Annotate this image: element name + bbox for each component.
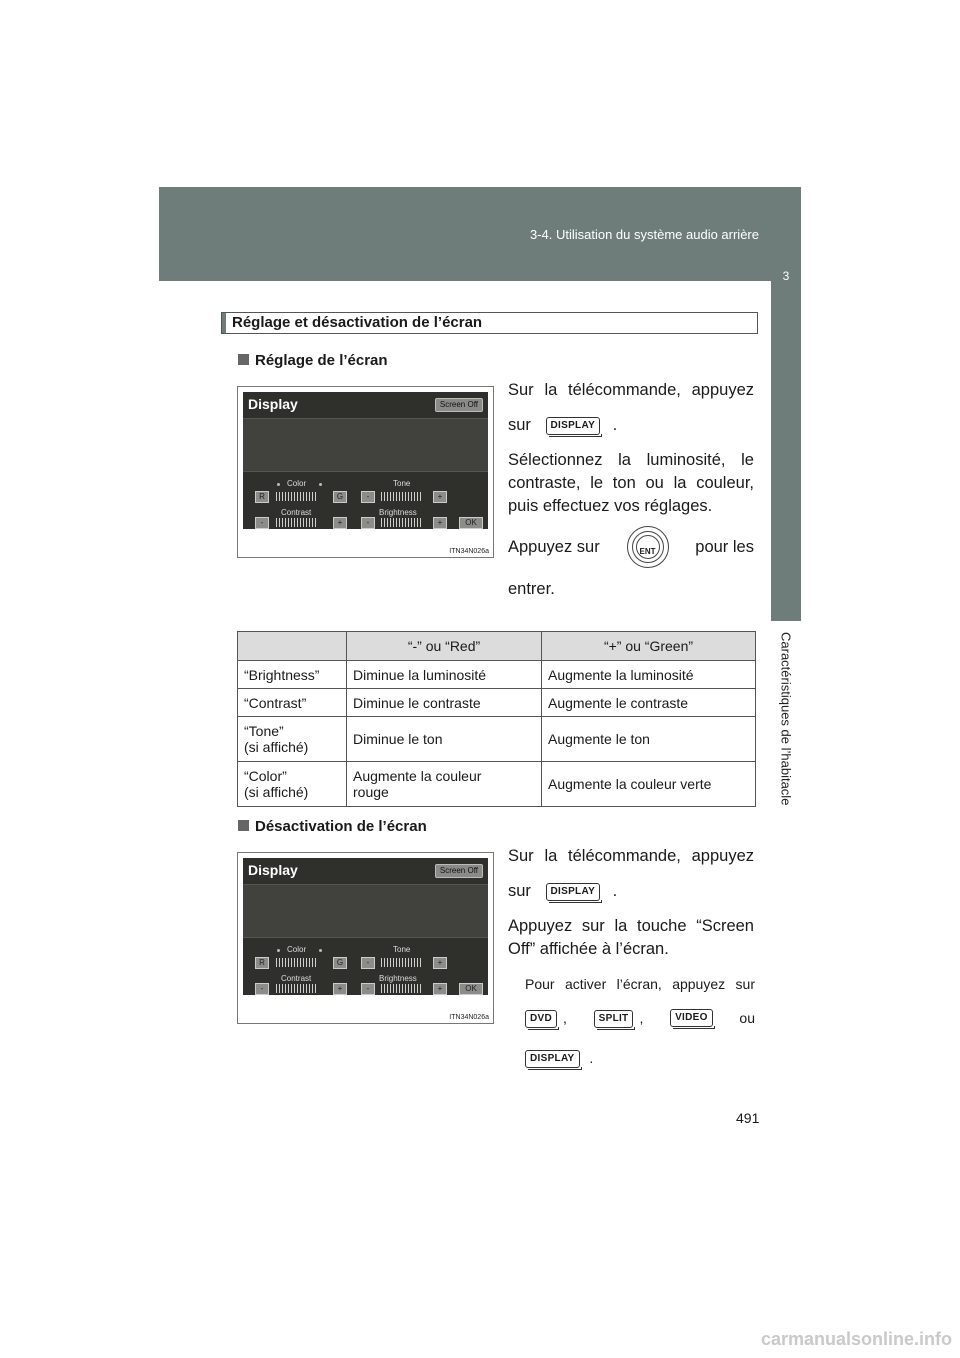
table-cell: Diminue le ton	[347, 717, 542, 762]
color-label: Color	[287, 479, 307, 488]
brightness-label: Brightness	[379, 974, 417, 983]
table-cell: Augmente le ton	[542, 717, 756, 762]
brightness-plus-button[interactable]: +	[433, 517, 447, 529]
tone-slider[interactable]	[381, 492, 421, 501]
note-line	[525, 1047, 755, 1069]
brightness-plus-button[interactable]: +	[433, 983, 447, 995]
instruction-line	[508, 526, 754, 568]
chapter-title: Caractéristiques de l’habitacle	[778, 632, 794, 806]
instruction-line	[508, 880, 754, 903]
table-cell: “Tone” (si affiché)	[238, 717, 347, 762]
watermark: carmanualsonline.info	[760, 1329, 952, 1349]
table-cell: Augmente la couleur rouge	[347, 762, 542, 807]
instruction-text: .	[612, 416, 618, 434]
color-slider[interactable]	[276, 492, 316, 501]
brightness-minus-button[interactable]: -	[361, 517, 375, 529]
table-row	[238, 717, 756, 762]
note-keys-line	[525, 1007, 755, 1029]
instruction-text: pour les	[695, 537, 754, 556]
chapter-tab	[771, 241, 801, 621]
chapter-title-vertical	[772, 632, 800, 872]
tone-slider[interactable]	[381, 958, 421, 967]
instruction-paragraph: Sélectionnez la luminosité, le contraste, le ton ou la couleur, puis effectuez vos réglages.	[508, 451, 754, 515]
subheading-text: Réglage de l’écran	[255, 352, 388, 369]
screen-title: Display	[248, 396, 298, 412]
screen-on-note	[525, 973, 755, 1069]
color-green-button[interactable]: G	[333, 957, 347, 969]
contrast-plus-button[interactable]: +	[333, 517, 347, 529]
contrast-slider[interactable]	[276, 984, 316, 993]
table-row	[238, 689, 756, 717]
instruction-line: Sur la télécommande, appuyez	[508, 847, 754, 865]
contrast-label: Contrast	[281, 508, 312, 517]
subheading-screen-adjust	[238, 352, 388, 369]
display-key-icon: DISPLAY	[546, 883, 601, 901]
display-key-icon: DISPLAY	[546, 417, 601, 435]
green-dot	[319, 483, 322, 486]
page-number: 491	[736, 1110, 760, 1126]
color-green-button[interactable]: G	[333, 491, 347, 503]
brightness-slider[interactable]	[381, 518, 421, 527]
contrast-minus-button[interactable]: -	[255, 983, 269, 995]
instruction-line: entrer.	[508, 580, 555, 598]
note-text: ,	[563, 1010, 567, 1026]
green-dot	[319, 949, 322, 952]
color-red-button[interactable]: R	[255, 491, 269, 503]
section-marker	[222, 313, 226, 333]
brightness-label: Brightness	[379, 508, 417, 517]
table-header-cell	[238, 632, 347, 661]
ok-button[interactable]: OK	[459, 517, 483, 529]
table-cell: Diminue le contraste	[347, 689, 542, 717]
screen-preview-area	[243, 884, 488, 938]
instruction-line	[508, 414, 754, 437]
tone-minus-button[interactable]: -	[361, 957, 375, 969]
chapter-number: 3	[782, 269, 790, 283]
red-dot	[277, 483, 280, 486]
display-key-icon: DISPLAY	[525, 1050, 580, 1068]
color-slider[interactable]	[276, 958, 316, 967]
display-screen	[243, 392, 488, 529]
note-text: ou	[739, 1010, 755, 1026]
tone-minus-button[interactable]: -	[361, 491, 375, 503]
instruction-text: .	[612, 882, 618, 900]
tone-label: Tone	[393, 945, 411, 954]
table-cell: “Brightness”	[238, 661, 347, 689]
tone-plus-button[interactable]: +	[433, 957, 447, 969]
ok-button[interactable]: OK	[459, 983, 483, 995]
display-screen-figure	[237, 386, 494, 558]
note-text: .	[589, 1050, 594, 1066]
contrast-plus-button[interactable]: +	[333, 983, 347, 995]
section-title-box	[221, 312, 758, 334]
split-key-icon: SPLIT	[594, 1010, 634, 1028]
square-bullet-icon	[238, 354, 249, 365]
red-dot	[277, 949, 280, 952]
table-row	[238, 762, 756, 807]
display-screen	[243, 858, 488, 995]
screen-off-button[interactable]: Screen Off	[435, 864, 483, 878]
color-red-button[interactable]: R	[255, 957, 269, 969]
screen-preview-area	[243, 418, 488, 472]
table-header-row	[238, 632, 756, 661]
display-screen-figure	[237, 852, 494, 1024]
figure-code: ITN34N026a	[449, 548, 489, 555]
header-section-title: 3-4. Utilisation du système audio arrière	[529, 227, 759, 242]
instruction-line: Sur la télécommande, appuyez	[508, 381, 754, 399]
table-cell: “Color” (si affiché)	[238, 762, 347, 807]
instruction-text: sur	[508, 416, 531, 434]
subheading-screen-off	[238, 818, 427, 835]
subheading-text: Désactivation de l’écran	[255, 818, 427, 835]
note-text: ,	[639, 1010, 644, 1026]
header-band	[159, 187, 801, 281]
table-cell: Augmente le contraste	[542, 689, 756, 717]
tone-label: Tone	[393, 479, 411, 488]
instruction-text: sur	[508, 882, 531, 900]
table-cell: “Contrast”	[238, 689, 347, 717]
contrast-minus-button[interactable]: -	[255, 517, 269, 529]
video-key-icon: VIDEO	[670, 1009, 713, 1027]
contrast-label: Contrast	[281, 974, 312, 983]
screen-off-button[interactable]: Screen Off	[435, 398, 483, 412]
enter-knob-icon	[627, 526, 669, 568]
table-row	[238, 661, 756, 689]
screen-adjust-instructions	[508, 379, 754, 601]
dvd-key-icon: DVD	[525, 1010, 557, 1028]
enter-label: ENT	[639, 547, 656, 556]
section-title: Réglage et désactivation de l’écran	[232, 314, 483, 331]
adjustment-table	[237, 631, 756, 807]
brightness-slider[interactable]	[381, 984, 421, 993]
screen-off-instructions	[508, 845, 754, 961]
table-cell: Augmente la luminosité	[542, 661, 756, 689]
square-bullet-icon	[238, 820, 249, 831]
instruction-text: Appuyez sur	[508, 537, 600, 556]
table-cell: Augmente la couleur verte	[542, 762, 756, 807]
table-cell: Diminue la luminosité	[347, 661, 542, 689]
table-header-cell: “+” ou “Green”	[542, 632, 756, 661]
contrast-slider[interactable]	[276, 518, 316, 527]
note-line: Pour activer l’écran, appuyez sur	[525, 976, 755, 992]
color-label: Color	[287, 945, 307, 954]
brightness-minus-button[interactable]: -	[361, 983, 375, 995]
table-header-cell: “-” ou “Red”	[347, 632, 542, 661]
tone-plus-button[interactable]: +	[433, 491, 447, 503]
instruction-paragraph: Appuyez sur la touche “Screen Off” affichée à l’écran.	[508, 917, 754, 958]
figure-code: ITN34N026a	[449, 1014, 489, 1021]
screen-title: Display	[248, 862, 298, 878]
